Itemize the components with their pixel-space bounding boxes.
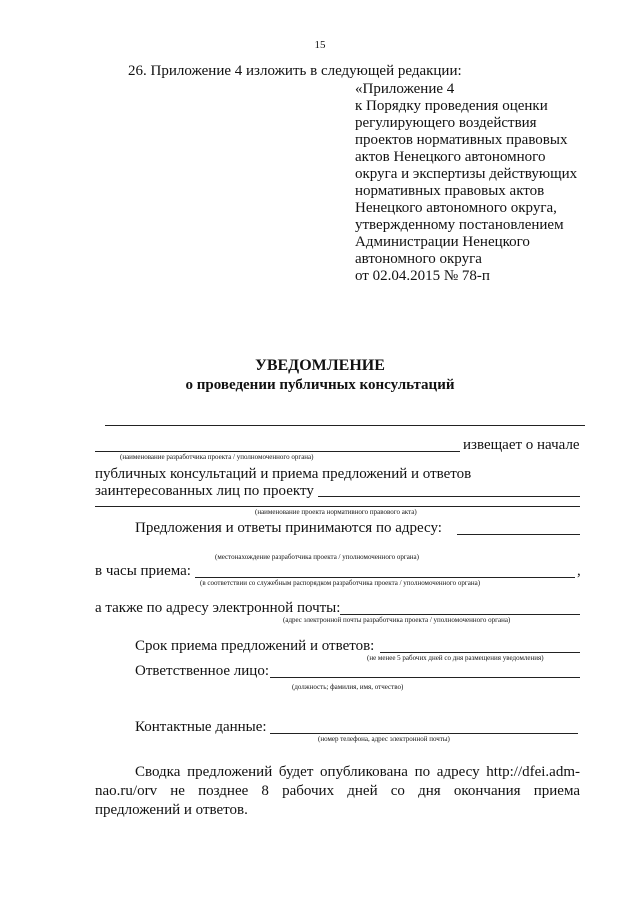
document-title: УВЕДОМЛЕНИЕ <box>255 357 385 374</box>
consultation-text-2: заинтересованных лиц по проекту <box>95 483 314 499</box>
appendix-header-line: автономного округа <box>355 251 482 267</box>
appendix-header-line: проектов нормативных правовых <box>355 132 568 148</box>
email-caption: (адрес электронной почты разработчика проекта / уполномоченного органа) <box>283 616 511 624</box>
contacts-field[interactable] <box>270 733 578 734</box>
deadline-caption: (не менее 5 рабочих дней со дня размещения уведомления) <box>367 654 544 662</box>
appendix-header-line: Ненецкого автономного округа, <box>355 200 557 216</box>
email-field[interactable] <box>340 614 580 615</box>
amendment-intro: 26. Приложение 4 изложить в следующей редакции: <box>128 63 462 79</box>
document-subtitle: о проведении публичных консультаций <box>185 377 455 393</box>
responsible-field[interactable] <box>270 677 580 678</box>
appendix-header-line: утвержденному постановлением <box>355 217 564 233</box>
hours-comma: , <box>577 563 581 579</box>
page-number: 15 <box>314 39 326 51</box>
developer-caption: (наименование разработчика проекта / уполномоченного органа) <box>120 453 314 461</box>
hours-label: в часы приема: <box>95 563 191 579</box>
project-field-continued[interactable] <box>95 506 580 507</box>
developer-field[interactable] <box>95 451 460 452</box>
responsible-label: Ответственное лицо: <box>135 663 269 679</box>
responsible-caption: (должность; фамилия, имя, отчество) <box>292 683 404 691</box>
contacts-caption: (номер телефона, адрес электронной почты) <box>318 735 450 743</box>
address-label: Предложения и ответы принимаются по адресу: <box>135 520 442 536</box>
hours-field[interactable] <box>195 577 575 578</box>
appendix-header-line: «Приложение 4 <box>355 81 455 97</box>
project-caption: (наименование проекта нормативного правового акта) <box>255 508 417 516</box>
appendix-header-line: регулирующего воздействия <box>355 115 537 131</box>
appendix-header-line: актов Ненецкого автономного <box>355 149 546 165</box>
consultation-text-1: публичных консультаций и приема предложений и ответов <box>95 466 472 482</box>
deadline-field[interactable] <box>380 652 580 653</box>
appendix-header <box>355 81 577 285</box>
appendix-header-line: от 02.04.2015 № 78-п <box>355 268 490 284</box>
location-caption: (местонахождение разработчика проекта / уполномоченного органа) <box>215 553 419 561</box>
appendix-header-line: округа и экспертизы действующих <box>355 166 578 182</box>
summary-paragraph: Сводка предложений будет опубликована по адресу http://dfei.adm-nao.ru/orv не позднее 8 рабочих дней со дня окончания приема предложений и ответов. <box>95 764 580 818</box>
deadline-label: Срок приема предложений и ответов: <box>135 638 375 654</box>
blank-line-top[interactable] <box>105 425 585 426</box>
project-field[interactable] <box>318 496 580 497</box>
appendix-header-line: Администрации Ненецкого <box>355 234 530 250</box>
appendix-header-line: нормативных правовых актов <box>355 183 545 199</box>
hours-caption: (в соответствии со служебным распорядком разработчика проекта / уполномоченного органа) <box>200 579 481 587</box>
email-label: а также по адресу электронной почты: <box>95 600 341 616</box>
appendix-header-line: к Порядку проведения оценки <box>355 98 548 114</box>
contacts-label: Контактные данные: <box>135 719 267 735</box>
address-field[interactable] <box>457 534 580 535</box>
notifies-text: извещает о начале <box>463 437 580 453</box>
